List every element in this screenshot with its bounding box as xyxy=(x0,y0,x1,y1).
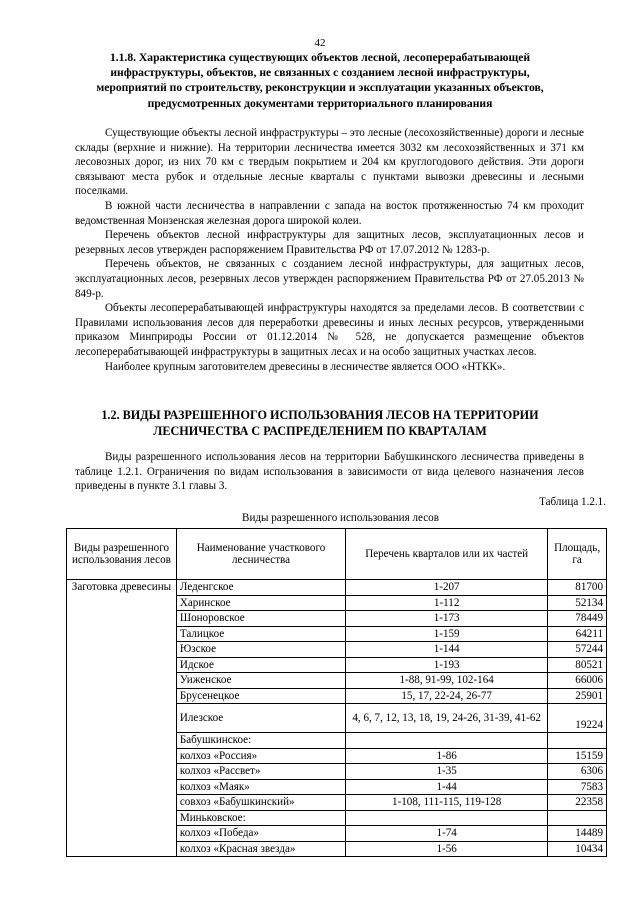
area-cell: 81700 xyxy=(548,580,607,596)
paragraph: Объекты лесоперерабатывающей инфраструктуры находятся за пределами лесов. В соответствии с Правилами использования лесов для переработки древесины и иных лесных ресурсов, утвержденными приказом Минприроды России от 01.12.2014 № 528, не допускается размещение объектов лесоперерабатывающей инфраструктуры в защитных лесах и на особо защитных участках лесов. xyxy=(75,302,584,358)
area-cell: 25901 xyxy=(548,688,607,704)
forestry-name-cell: колхоз «Рассвет» xyxy=(176,764,345,780)
quarters-cell: 4, 6, 7, 12, 13, 18, 19, 24-26, 31-39, 41-62 xyxy=(346,704,548,733)
paragraph: Наиболее крупным заготовителем древесины в лесничестве является ООО «НТКК». xyxy=(105,360,506,373)
forestry-name-cell: колхоз «Маяк» xyxy=(176,779,345,795)
quarters-cell: 1-44 xyxy=(346,779,548,795)
area-cell: 19224 xyxy=(548,704,607,733)
forestry-name-cell: совхоз «Бабушкинский» xyxy=(176,795,345,811)
column-header: Наименование участкового лесничества xyxy=(176,529,345,580)
use-type-cell: Заготовка древесины xyxy=(67,580,177,857)
quarters-cell: 1-108, 111-115, 119-128 xyxy=(346,795,548,811)
area-cell: 64211 xyxy=(548,626,607,642)
forestry-name-cell: Уиженское xyxy=(176,673,345,689)
quarters-cell: 1-159 xyxy=(346,626,548,642)
forestry-name-cell: Брусенецкое xyxy=(176,688,345,704)
paragraph: В южной части лесничества в направлении с запада на восток протяженностью 74 км проходит ведомственная Монзенская железная дорога широкой колеи. xyxy=(75,199,584,227)
area-cell: 15159 xyxy=(548,748,607,764)
quarters-cell: 1-56 xyxy=(346,841,548,857)
table-header-row xyxy=(67,529,607,580)
paragraph: Перечень объектов лесной инфраструктуры для защитных лесов, эксплуатационных лесов и резервных лесов утвержден распоряжением Правительства РФ от 17.07.2012 № 1283-р. xyxy=(75,229,584,256)
forestry-name-cell: Юзское xyxy=(176,642,345,658)
quarters-cell: 1-74 xyxy=(346,826,548,842)
forestry-name-cell: Миньковское: xyxy=(176,810,345,826)
area-cell: 78449 xyxy=(548,611,607,627)
column-header: Площадь, га xyxy=(548,529,607,580)
forestry-name-cell: Шоноровское xyxy=(176,611,345,627)
area-cell xyxy=(548,733,607,749)
area-cell: 22358 xyxy=(548,795,607,811)
forestry-name-cell: Леденгское xyxy=(176,580,345,596)
forestry-name-cell: Бабушкинское: xyxy=(176,733,345,749)
forestry-name-cell: Илезское xyxy=(176,704,345,733)
area-cell: 57244 xyxy=(548,642,607,658)
forestry-name-cell: колхоз «Россия» xyxy=(176,748,345,764)
forestry-name-cell: колхоз «Красная звезда» xyxy=(176,841,345,857)
forestry-name-cell: Харинское xyxy=(176,595,345,611)
permitted-use-table xyxy=(66,528,607,857)
section-heading-1-2: 1.2. ВИДЫ РАЗРЕШЕННОГО ИСПОЛЬЗОВАНИЯ ЛЕСОВ НА ТЕРРИТОРИИ ЛЕСНИЧЕСТВА С РАСПРЕДЕЛЕНИЕМ ПО КВАРТАЛАМ xyxy=(101,408,539,438)
table-label: Таблица 1.2.1. xyxy=(539,496,606,508)
quarters-cell: 1-86 xyxy=(346,748,548,764)
quarters-cell: 15, 17, 22-24, 26-77 xyxy=(346,688,548,704)
forestry-name-cell: колхоз «Победа» xyxy=(176,826,345,842)
section-heading-1-1-8: 1.1.8. Характеристика существующих объектов лесной, лесоперерабатывающей инфраструктуры, объектов, не связанных с созданием лесной инфраструктуры, мероприятий по строительству, реконструкции и эксплуатации указанных объектов, предусмотренных документами территориального планирования xyxy=(96,51,544,110)
paragraph: Существующие объекты лесной инфраструктуры – это лесные (лесохозяйственные) дороги и лесные склады (верхние и нижние). На территории лесничества имеется 3032 км лесохозяйственных и 371 км лесовозных дорог, из них 70 км с твердым покрытием и 204 км круглогодового действия. Эти дороги связывают места рубок и отдельные лесные кварталы с пунктами вывозки древесины и лесными поселками. xyxy=(75,127,584,198)
quarters-cell: 1-193 xyxy=(346,657,548,673)
area-cell: 7583 xyxy=(548,779,607,795)
section-body xyxy=(75,126,584,374)
paragraph: Виды разрешенного использования лесов на территории Бабушкинского лесничества приведены в таблице 1.2.1. Ограничения по видам использования в зависимости от вида целевого назначения лесов приведены в пункте 3.1 главы 3. xyxy=(75,451,584,493)
table-row xyxy=(67,580,607,596)
quarters-cell: 1-207 xyxy=(346,580,548,596)
area-cell: 10434 xyxy=(548,841,607,857)
area-cell: 52134 xyxy=(548,595,607,611)
paragraph: Перечень объектов, не связанных с созданием лесной инфраструктуры, для защитных лесов, эксплуатационных лесов, резервных лесов утвержден распоряжением Правительства РФ от 27.05.2013 № 849-р. xyxy=(75,258,584,300)
area-cell: 14489 xyxy=(548,826,607,842)
quarters-cell: 1-35 xyxy=(346,764,548,780)
forestry-name-cell: Талицкое xyxy=(176,626,345,642)
quarters-cell xyxy=(346,733,548,749)
page-number: 42 xyxy=(314,37,326,49)
quarters-cell xyxy=(346,810,548,826)
area-cell: 66006 xyxy=(548,673,607,689)
column-header: Виды разрешенного использования лесов xyxy=(67,529,177,580)
quarters-cell: 1-173 xyxy=(346,611,548,627)
table-title: Виды разрешенного использования лесов xyxy=(242,512,439,524)
quarters-cell: 1-88, 91-99, 102-164 xyxy=(346,673,548,689)
area-cell xyxy=(548,810,607,826)
quarters-cell: 1-112 xyxy=(346,595,548,611)
section-1-2-body xyxy=(75,450,584,494)
forestry-name-cell: Идское xyxy=(176,657,345,673)
quarters-cell: 1-144 xyxy=(346,642,548,658)
column-header: Перечень кварталов или их частей xyxy=(346,529,548,580)
area-cell: 6306 xyxy=(548,764,607,780)
area-cell: 80521 xyxy=(548,657,607,673)
